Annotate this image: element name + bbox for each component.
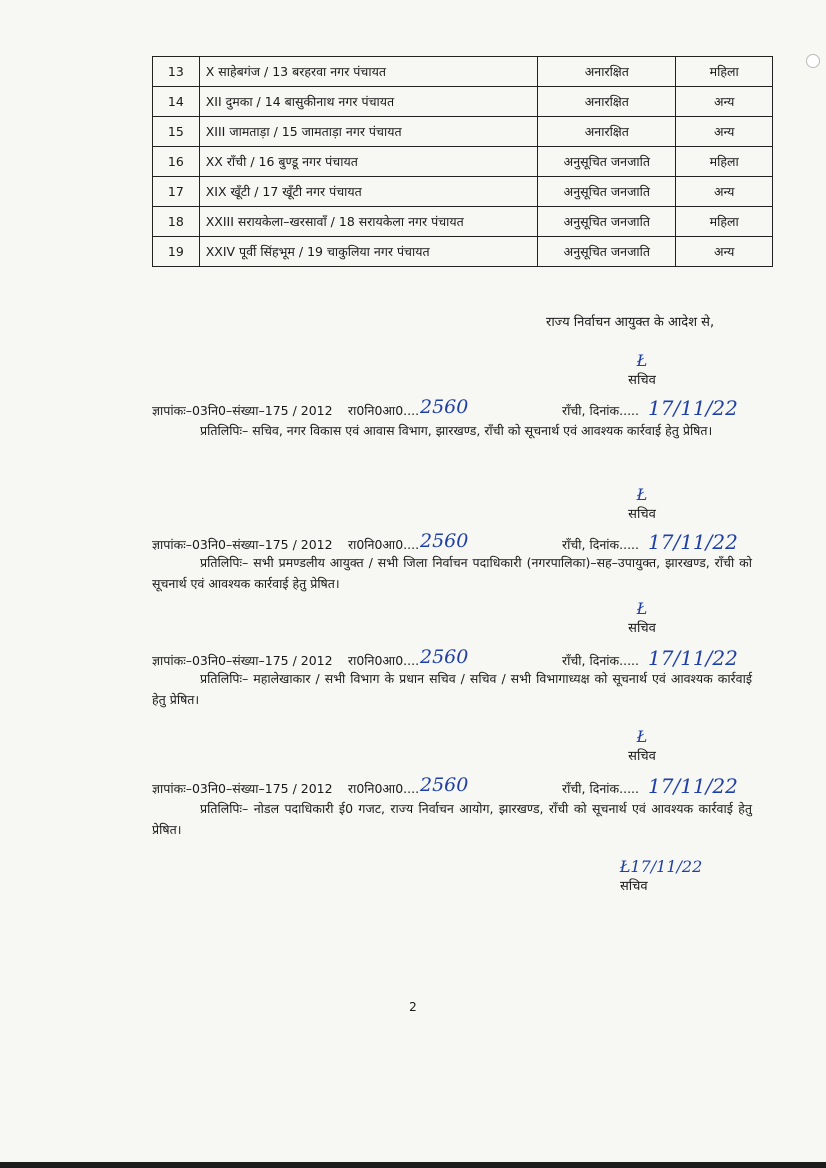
copy-text: प्रतिलिपिः– सचिव, नगर विकास एवं आवास विभाग, झारखण्ड, राँची को सूचनार्थ एवं आवश्यक कार्रवाई हेतु प्रेषित। <box>200 423 713 438</box>
order-statement: राज्य निर्वाचन आयुक्त के आदेश से, <box>546 315 715 330</box>
table-row <box>153 87 773 117</box>
signature-block <box>612 352 672 388</box>
memo-label: रा0नि0आ0.... <box>348 403 420 418</box>
category-cell: अनुसूचित जनजाति <box>538 207 676 237</box>
category-cell: अनुसूचित जनजाति <box>538 237 676 267</box>
memo-reference-line <box>152 532 752 554</box>
signatory-label: सचिव <box>628 373 656 388</box>
memo-number: ज्ञापांकः–03नि0–संख्या–175 / 2012 <box>152 781 333 796</box>
date-label: राँची, दिनांक..... <box>562 403 639 418</box>
reservation-cell: महिला <box>676 57 773 87</box>
signature-block <box>606 858 716 894</box>
copy-to-paragraph <box>152 668 752 710</box>
copy-to-paragraph <box>152 798 752 840</box>
table-row <box>153 177 773 207</box>
memo-label: रा0नि0आ0.... <box>348 537 420 552</box>
category-cell: अनुसूचित जनजाति <box>538 147 676 177</box>
handwritten-date: 17/11/22 <box>648 396 738 420</box>
date-label: राँची, दिनांक..... <box>562 781 639 796</box>
signature-mark: Ł <box>636 485 648 504</box>
reservation-cell: अन्य <box>676 177 773 207</box>
table-row <box>153 147 773 177</box>
memo-reference-line <box>152 776 752 798</box>
district-panchayat-cell: XIII जामताड़ा / 15 जामताड़ा नगर पंचायत <box>199 117 538 147</box>
signature-mark: Ł <box>636 599 648 618</box>
handwritten-memo-number: 2560 <box>420 396 469 418</box>
signatory-label: सचिव <box>628 507 656 522</box>
signatory-label: सचिव <box>620 879 648 894</box>
memo-number: ज्ञापांकः–03नि0–संख्या–175 / 2012 <box>152 537 333 552</box>
serial-number-cell: 18 <box>153 207 200 237</box>
table-row <box>153 117 773 147</box>
copy-to-paragraph <box>152 552 752 594</box>
signature-mark: Ł <box>636 351 648 370</box>
page-corner-mark <box>806 54 820 68</box>
district-panchayat-cell: XIX खूँटी / 17 खूँटी नगर पंचायत <box>199 177 538 207</box>
handwritten-date: 17/11/22 <box>648 774 738 798</box>
handwritten-memo-number: 2560 <box>420 646 469 668</box>
copy-text: प्रतिलिपिः– नोडल पदाधिकारी ई0 गजट, राज्य निर्वाचन आयोग, झारखण्ड, राँची को सूचनार्थ एवं आवश्यक कार्रवाई हेतु प्रेषित। <box>152 801 752 837</box>
handwritten-memo-number: 2560 <box>420 774 469 796</box>
signatory-label: सचिव <box>628 621 656 636</box>
district-panchayat-cell: X साहेबगंज / 13 बरहरवा नगर पंचायत <box>199 57 538 87</box>
table-row <box>153 207 773 237</box>
memo-reference-line <box>152 648 752 670</box>
category-cell: अनारक्षित <box>538 117 676 147</box>
copy-text: प्रतिलिपिः– सभी प्रमण्डलीय आयुक्त / सभी जिला निर्वाचन पदाधिकारी (नगरपालिका)–सह–उपायुक्त, झारखण्ड, राँची को सूचनार्थ एवं आवश्यक कार्रवाई हेतु प्रेषित। <box>152 555 752 591</box>
serial-number-cell: 14 <box>153 87 200 117</box>
reservation-cell: महिला <box>676 207 773 237</box>
signature-block <box>612 600 672 636</box>
category-cell: अनारक्षित <box>538 87 676 117</box>
copy-text: प्रतिलिपिः– महालेखाकार / सभी विभाग के प्रधान सचिव / सचिव / सभी विभागाध्यक्ष को सूचनार्थ एवं आवश्यक कार्रवाई हेतु प्रेषित। <box>152 671 752 707</box>
table-row <box>153 57 773 87</box>
district-panchayat-cell: XII दुमका / 14 बासुकीनाथ नगर पंचायत <box>199 87 538 117</box>
category-cell: अनारक्षित <box>538 57 676 87</box>
memo-number: ज्ञापांकः–03नि0–संख्या–175 / 2012 <box>152 403 333 418</box>
serial-number-cell: 16 <box>153 147 200 177</box>
serial-number-cell: 15 <box>153 117 200 147</box>
scan-edge <box>0 1162 826 1168</box>
serial-number-cell: 13 <box>153 57 200 87</box>
reservation-cell: अन्य <box>676 237 773 267</box>
memo-label: रा0नि0आ0.... <box>348 653 420 668</box>
copy-to-paragraph <box>152 420 752 441</box>
table-row <box>153 237 773 267</box>
serial-number-cell: 17 <box>153 177 200 207</box>
signature-block <box>612 728 672 764</box>
category-cell: अनुसूचित जनजाति <box>538 177 676 207</box>
signature-mark: Ł <box>636 727 648 746</box>
serial-number-cell: 19 <box>153 237 200 267</box>
reservation-cell: महिला <box>676 147 773 177</box>
page-number: 2 <box>409 1000 417 1014</box>
date-label: राँची, दिनांक..... <box>562 653 639 668</box>
reservation-table <box>152 56 773 267</box>
handwritten-date: 17/11/22 <box>648 646 738 670</box>
district-panchayat-cell: XX राँची / 16 बुण्डू नगर पंचायत <box>199 147 538 177</box>
handwritten-memo-number: 2560 <box>420 530 469 552</box>
district-panchayat-cell: XXIII सरायकेला–खरसावाँ / 18 सरायकेला नगर पंचायत <box>199 207 538 237</box>
memo-label: रा0नि0आ0.... <box>348 781 420 796</box>
reservation-cell: अन्य <box>676 117 773 147</box>
reservation-cell: अन्य <box>676 87 773 117</box>
handwritten-date: 17/11/22 <box>648 530 738 554</box>
date-label: राँची, दिनांक..... <box>562 537 639 552</box>
signatory-label: सचिव <box>628 749 656 764</box>
memo-number: ज्ञापांकः–03नि0–संख्या–175 / 2012 <box>152 653 333 668</box>
memo-reference-line <box>152 398 752 420</box>
signature-block <box>612 486 672 522</box>
signature-mark: Ł17/11/22 <box>619 857 703 876</box>
district-panchayat-cell: XXIV पूर्वी सिंहभूम / 19 चाकुलिया नगर पंचायत <box>199 237 538 267</box>
